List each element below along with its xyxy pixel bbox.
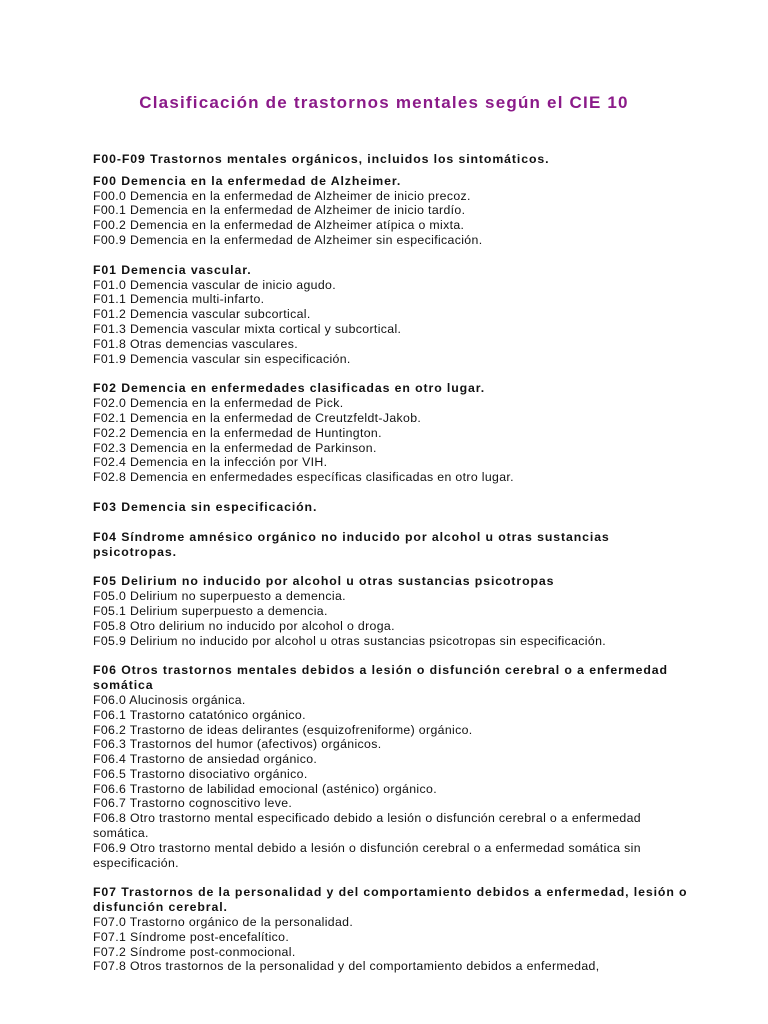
list-item: F01.9 Demencia vascular sin especificación. — [93, 351, 351, 366]
section — [93, 663, 693, 870]
document-title: Clasificación de trastornos mentales según el CIE 10 — [139, 93, 629, 112]
list-item: F01.3 Demencia vascular mixta cortical y subcortical. — [93, 321, 402, 336]
section — [93, 381, 693, 485]
list-item: F02.0 Demencia en la enfermedad de Pick. — [93, 396, 344, 411]
list-item: F05.1 Delirium superpuesto a demencia. — [93, 603, 328, 618]
list-item: F00.9 Demencia en la enfermedad de Alzheimer sin especificación. — [93, 232, 483, 247]
list-item: F01.0 Demencia vascular de inicio agudo. — [93, 277, 336, 292]
list-item: F01.1 Demencia multi-infarto. — [93, 292, 265, 307]
section — [93, 885, 693, 974]
section — [93, 500, 693, 515]
list-item: F06.9 Otro trastorno mental debido a lesión o disfunción cerebral o a enfermedad somática sin especificación. — [93, 840, 641, 870]
section-heading: F04 Síndrome amnésico orgánico no inducido por alcohol u otras sustancias psicotropas. — [93, 529, 610, 559]
section-heading: F02 Demencia en enfermedades clasificadas en otro lugar. — [93, 381, 486, 396]
section-heading: F03 Demencia sin especificación. — [93, 499, 318, 514]
list-item: F06.5 Trastorno disociativo orgánico. — [93, 766, 308, 781]
section — [93, 574, 693, 648]
section-heading: F01 Demencia vascular. — [93, 262, 252, 277]
section — [93, 174, 693, 248]
section-heading: F07 Trastornos de la personalidad y del comportamiento debidos a enfermedad, lesión o disfunción cerebral. — [93, 885, 688, 915]
section-heading: F06 Otros trastornos mentales debidos a lesión o disfunción cerebral o a enfermedad somática — [93, 663, 668, 693]
list-item: F06.8 Otro trastorno mental especificado debido a lesión o disfunción cerebral o a enfermedad somática. — [93, 811, 641, 841]
list-item: F00.2 Demencia en la enfermedad de Alzheimer atípica o mixta. — [93, 218, 465, 233]
group-heading: F00-F09 Trastornos mentales orgánicos, incluidos los sintomáticos. — [93, 152, 550, 166]
list-item: F06.4 Trastorno de ansiedad orgánico. — [93, 752, 318, 767]
list-item: F05.8 Otro delirium no inducido por alcohol o droga. — [93, 618, 395, 633]
section-heading: F00 Demencia en la enfermedad de Alzheimer. — [93, 173, 402, 188]
list-item: F07.1 Síndrome post-encefalítico. — [93, 929, 290, 944]
section — [93, 530, 693, 560]
list-item: F06.2 Trastorno de ideas delirantes (esquizofreniforme) orgánico. — [93, 722, 473, 737]
list-item: F06.6 Trastorno de labilidad emocional (asténico) orgánico. — [93, 781, 437, 796]
list-item: F07.8 Otros trastornos de la personalidad y del comportamiento debidos a enfermedad, — [93, 959, 600, 974]
list-item: F00.1 Demencia en la enfermedad de Alzheimer de inicio tardío. — [93, 203, 466, 218]
list-item: F06.7 Trastorno cognoscitivo leve. — [93, 796, 293, 811]
list-item: F00.0 Demencia en la enfermedad de Alzheimer de inicio precoz. — [93, 188, 471, 203]
list-item: F07.2 Síndrome post-conmocional. — [93, 944, 296, 959]
section — [93, 263, 693, 367]
list-item: F06.0 Alucinosis orgánica. — [93, 692, 246, 707]
section-heading: F05 Delirium no inducido por alcohol u otras sustancias psicotropas — [93, 574, 555, 589]
list-item: F02.2 Demencia en la enfermedad de Huntington. — [93, 425, 382, 440]
list-item: F07.0 Trastorno orgánico de la personalidad. — [93, 915, 354, 930]
list-item: F05.0 Delirium no superpuesto a demencia. — [93, 589, 346, 604]
list-item: F01.2 Demencia vascular subcortical. — [93, 307, 311, 322]
list-item: F02.4 Demencia en la infección por VIH. — [93, 455, 328, 470]
section-list — [93, 174, 693, 974]
list-item: F05.9 Delirium no inducido por alcohol u otras sustancias psicotropas sin especificación. — [93, 633, 607, 648]
list-item: F02.1 Demencia en la enfermedad de Creutzfeldt-Jakob. — [93, 410, 422, 425]
list-item: F06.1 Trastorno catatónico orgánico. — [93, 707, 306, 722]
list-item: F01.8 Otras demencias vasculares. — [93, 336, 298, 351]
list-item: F06.3 Trastornos del humor (afectivos) orgánicos. — [93, 737, 382, 752]
list-item: F02.3 Demencia en la enfermedad de Parkinson. — [93, 440, 377, 455]
document-body — [93, 152, 693, 989]
list-item: F02.8 Demencia en enfermedades específicas clasificadas en otro lugar. — [93, 470, 514, 485]
